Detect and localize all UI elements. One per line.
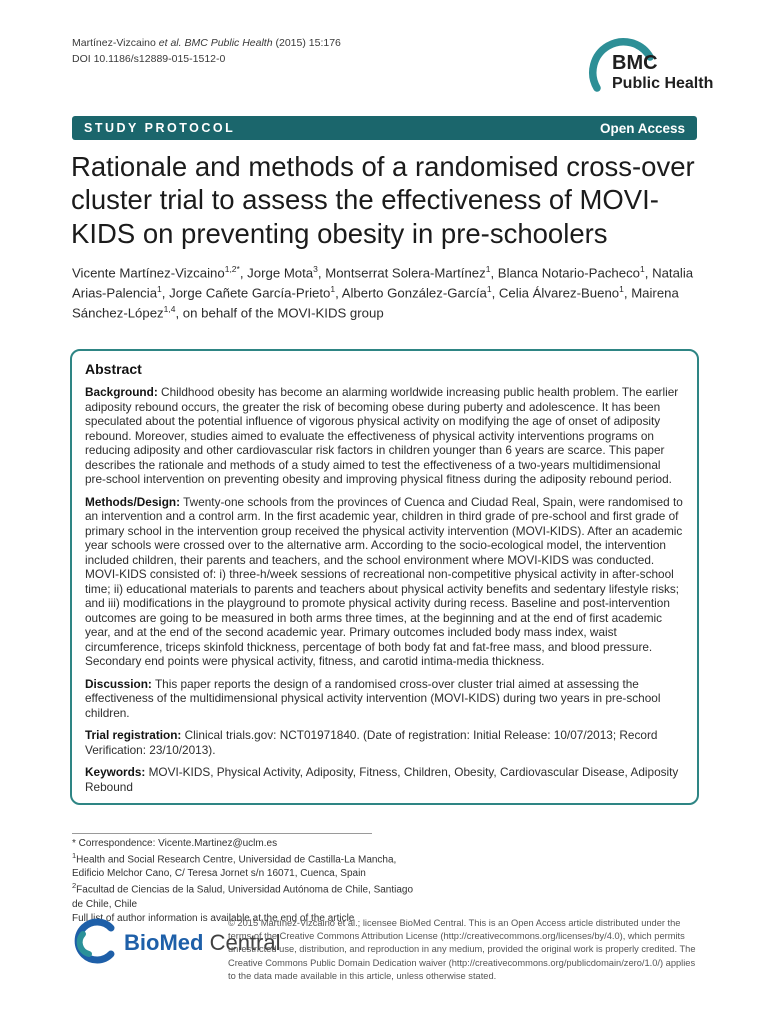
footnote-line: Full list of author information is available at the end of the article [72, 912, 355, 924]
abstract-section-label: Background: [85, 385, 158, 399]
footnote-sup: 1 [72, 851, 77, 860]
citation-journal: et al. BMC Public Health [158, 37, 273, 49]
citation-header [72, 36, 341, 68]
publisher-logo [70, 916, 281, 976]
footnote-line: * Correspondence: Vicente.Martinez@uclm.es [72, 838, 278, 849]
journal-logo-subtitle: Public Health [612, 75, 714, 92]
author-affiliation-sup: 1,2* [224, 264, 240, 274]
abstract-section-text: This paper reports the design of a randomised cross-over cluster trial aimed at assessing the effectiveness of the multidimensional physical activity intervention (MOVI-KIDS) during two years in pre-school children. [85, 676, 661, 720]
citation-volume: (2015) 15:176 [272, 37, 341, 49]
journal-logo [586, 26, 716, 106]
abstract-sections [85, 385, 684, 794]
footnote-line: $^1$Health and Social Research Centre, Universidad de Castilla-La Mancha, Edificio Melchor Cano, C/ Teresa Jornet s/n 16071, Cuenca, Spain [72, 851, 397, 880]
copyright-notice: © 2015 Martínez-Vizcaino et al.; licensee BioMed Central. This is an Open Access article distributed under the terms of the Creative Commons Attribution License (http://creativecommons.org/licenses/by/4.0), which permits unrestricted use, distribution, and reproduction in any medium, provided the original work is properly credited. The Creative Commons Public Domain Dedication waiver (http://creativecommons.org/publicdomain/zero/1.0/) applies to the data made available in this article, unless otherwise stated. [228, 918, 696, 981]
abstract-section-text: Twenty-one schools from the provinces of Cuenca and Ciudad Real, Spain, were randomised to an intervention and a control arm. In the first academic year, children in third grade of pre-school and first grade of primary school in the intervention group received the physical activity intervention (MOVI-KIDS). After an academic year schools were crossed over to the alternative arm. According to the socio-ecological model, the intervention included children, their parents and teachers, and the school environment where MOVI-KIDS was conducted. MOVI-KIDS consisted of: i) three-h/week sessions of recreational non-competitive physical activity in after-school time; ii) educational materials to parents and teachers about physical activity benefits and sedentary lifestyle risks; and iii) modifications in the playground to promote physical activity during recess. Baseline and post-intervention outcomes are going to be measured in both arms three times, at the beginning and at the end of first academic year, and at the end of the second academic year. Primary outcomes included body mass index, waist circumference, triceps skinfold thickness, percentage of both body fat and fat-free mass, and blood pressure. Secondary end points were physical activity, fitness, and carotid intima-media thickness. [85, 494, 683, 668]
abstract-section-text: MOVI-KIDS, Physical Activity, Adiposity, Fitness, Children, Obesity, Cardiovascular Disease, Adiposity Rebound [85, 765, 679, 794]
abstract-section-text: Childhood obesity has become an alarming worldwide increasing public health problem. The earlier adiposity rebound occurs, the greater the risk of becoming obese during puberty and adolescence. It has been speculated about the potential influence of vigorous physical activity on modifying the age of onset of adiposity rebound. Moreover, studies aimed to evaluate the effectiveness of physical activity interventions programs on reducing adiposity and other cardiovascular risk factors in children younger than 6 years are scarce. This paper describes the rationale and methods of a study aimed to test the effectiveness of a two-years multidimensional pre-school intervention on preventing obesity and improving physical fitness during the adiposity rebound period. [85, 385, 679, 486]
footnote-sup: 2 [72, 881, 77, 891]
abstract-section-label: Discussion: [85, 676, 152, 691]
author-name: Jorge Cañete García-Prieto [169, 285, 331, 301]
banner [72, 116, 697, 140]
abstract-section [85, 495, 684, 669]
abstract-box [70, 349, 699, 805]
author-name: Vicente Martínez-Vizcaino [72, 265, 225, 281]
citation-line [72, 36, 341, 52]
citation-authors: Martínez-Vizcaino [72, 37, 159, 49]
abstract-section [85, 385, 684, 487]
abstract-section-text: Clinical trials.gov: NCT01971840. (Date of registration: Initial Release: 10/07/2013; Record Verification: 23/10/2013). [85, 728, 658, 757]
footnote-divider [72, 833, 372, 834]
footnotes [72, 837, 426, 926]
author-name: Celia Álvarez-Bueno [498, 285, 620, 301]
abstract-section-label: Keywords: [85, 765, 146, 779]
author-name: Montserrat Solera-Martínez [325, 265, 486, 281]
open-access-label: Open Access [599, 120, 685, 136]
author-affiliation-sup: 1 [330, 284, 336, 295]
publisher-wordmark-bold: BioMed [124, 930, 204, 955]
citation-doi: DOI 10.1186/s12889-015-1512-0 [72, 52, 226, 65]
author-name: Jorge Mota [247, 265, 314, 281]
publisher-wordmark-light: Central [203, 930, 281, 955]
author-name: Blanca Notario-Pacheco [497, 265, 641, 281]
biomed-swirl-icon [70, 916, 120, 966]
abstract-heading: Abstract [85, 361, 142, 377]
author-name: Alberto González-García [341, 285, 487, 301]
author-name: Mairena Sánchez-López [72, 285, 679, 321]
abstract-section-label: Methods/Design: [85, 494, 181, 509]
author-affiliation-sup: 1 [486, 284, 492, 295]
footnote-line: $^2$Facultad de Ciencias de la Salud, Universidad Autónoma de Chile, Santiago de Chile, Chile [72, 881, 414, 910]
author-affiliation-sup: 3 [313, 264, 318, 274]
author-affiliation-sup: 1,4 [163, 304, 176, 315]
author-affiliation-sup: 1 [485, 264, 491, 274]
abstract-section [85, 765, 684, 794]
journal-logo-name: BMC [612, 52, 658, 74]
author-list: Vicente Martínez-Vizcaino$^{1,2*}$, Jorge Mota$^3$, Montserrat Solera-Martínez$^1$, Blanca Notario-Pacheco$^1$, Natalia Arias-Palencia$^1$, Jorge Cañete García-Prieto$^1$, Alberto González-García$^1$, Celia Álvarez-Bueno$^1$, Mairena Sánchez-López$^{1,4}$, on behalf of the MOVI-KIDS group [72, 264, 694, 321]
abstract-section-label: Trial registration: [85, 728, 182, 742]
author-affiliation-sup: 1 [640, 264, 645, 274]
journal-logo-text [612, 52, 713, 93]
author-affiliation-sup: 1 [619, 284, 624, 295]
abstract-section [85, 677, 684, 721]
article-type-label: STUDY PROTOCOL [84, 121, 236, 135]
abstract-section [85, 728, 684, 757]
author-affiliation-sup: 1 [157, 284, 162, 295]
author-name: Natalia Arias-Palencia [72, 265, 694, 301]
page-title: Rationale and methods of a randomised cross-over cluster trial to assess the effectiveness of MOVI-KIDS on preventing obesity in pre-schoolers [71, 151, 695, 249]
